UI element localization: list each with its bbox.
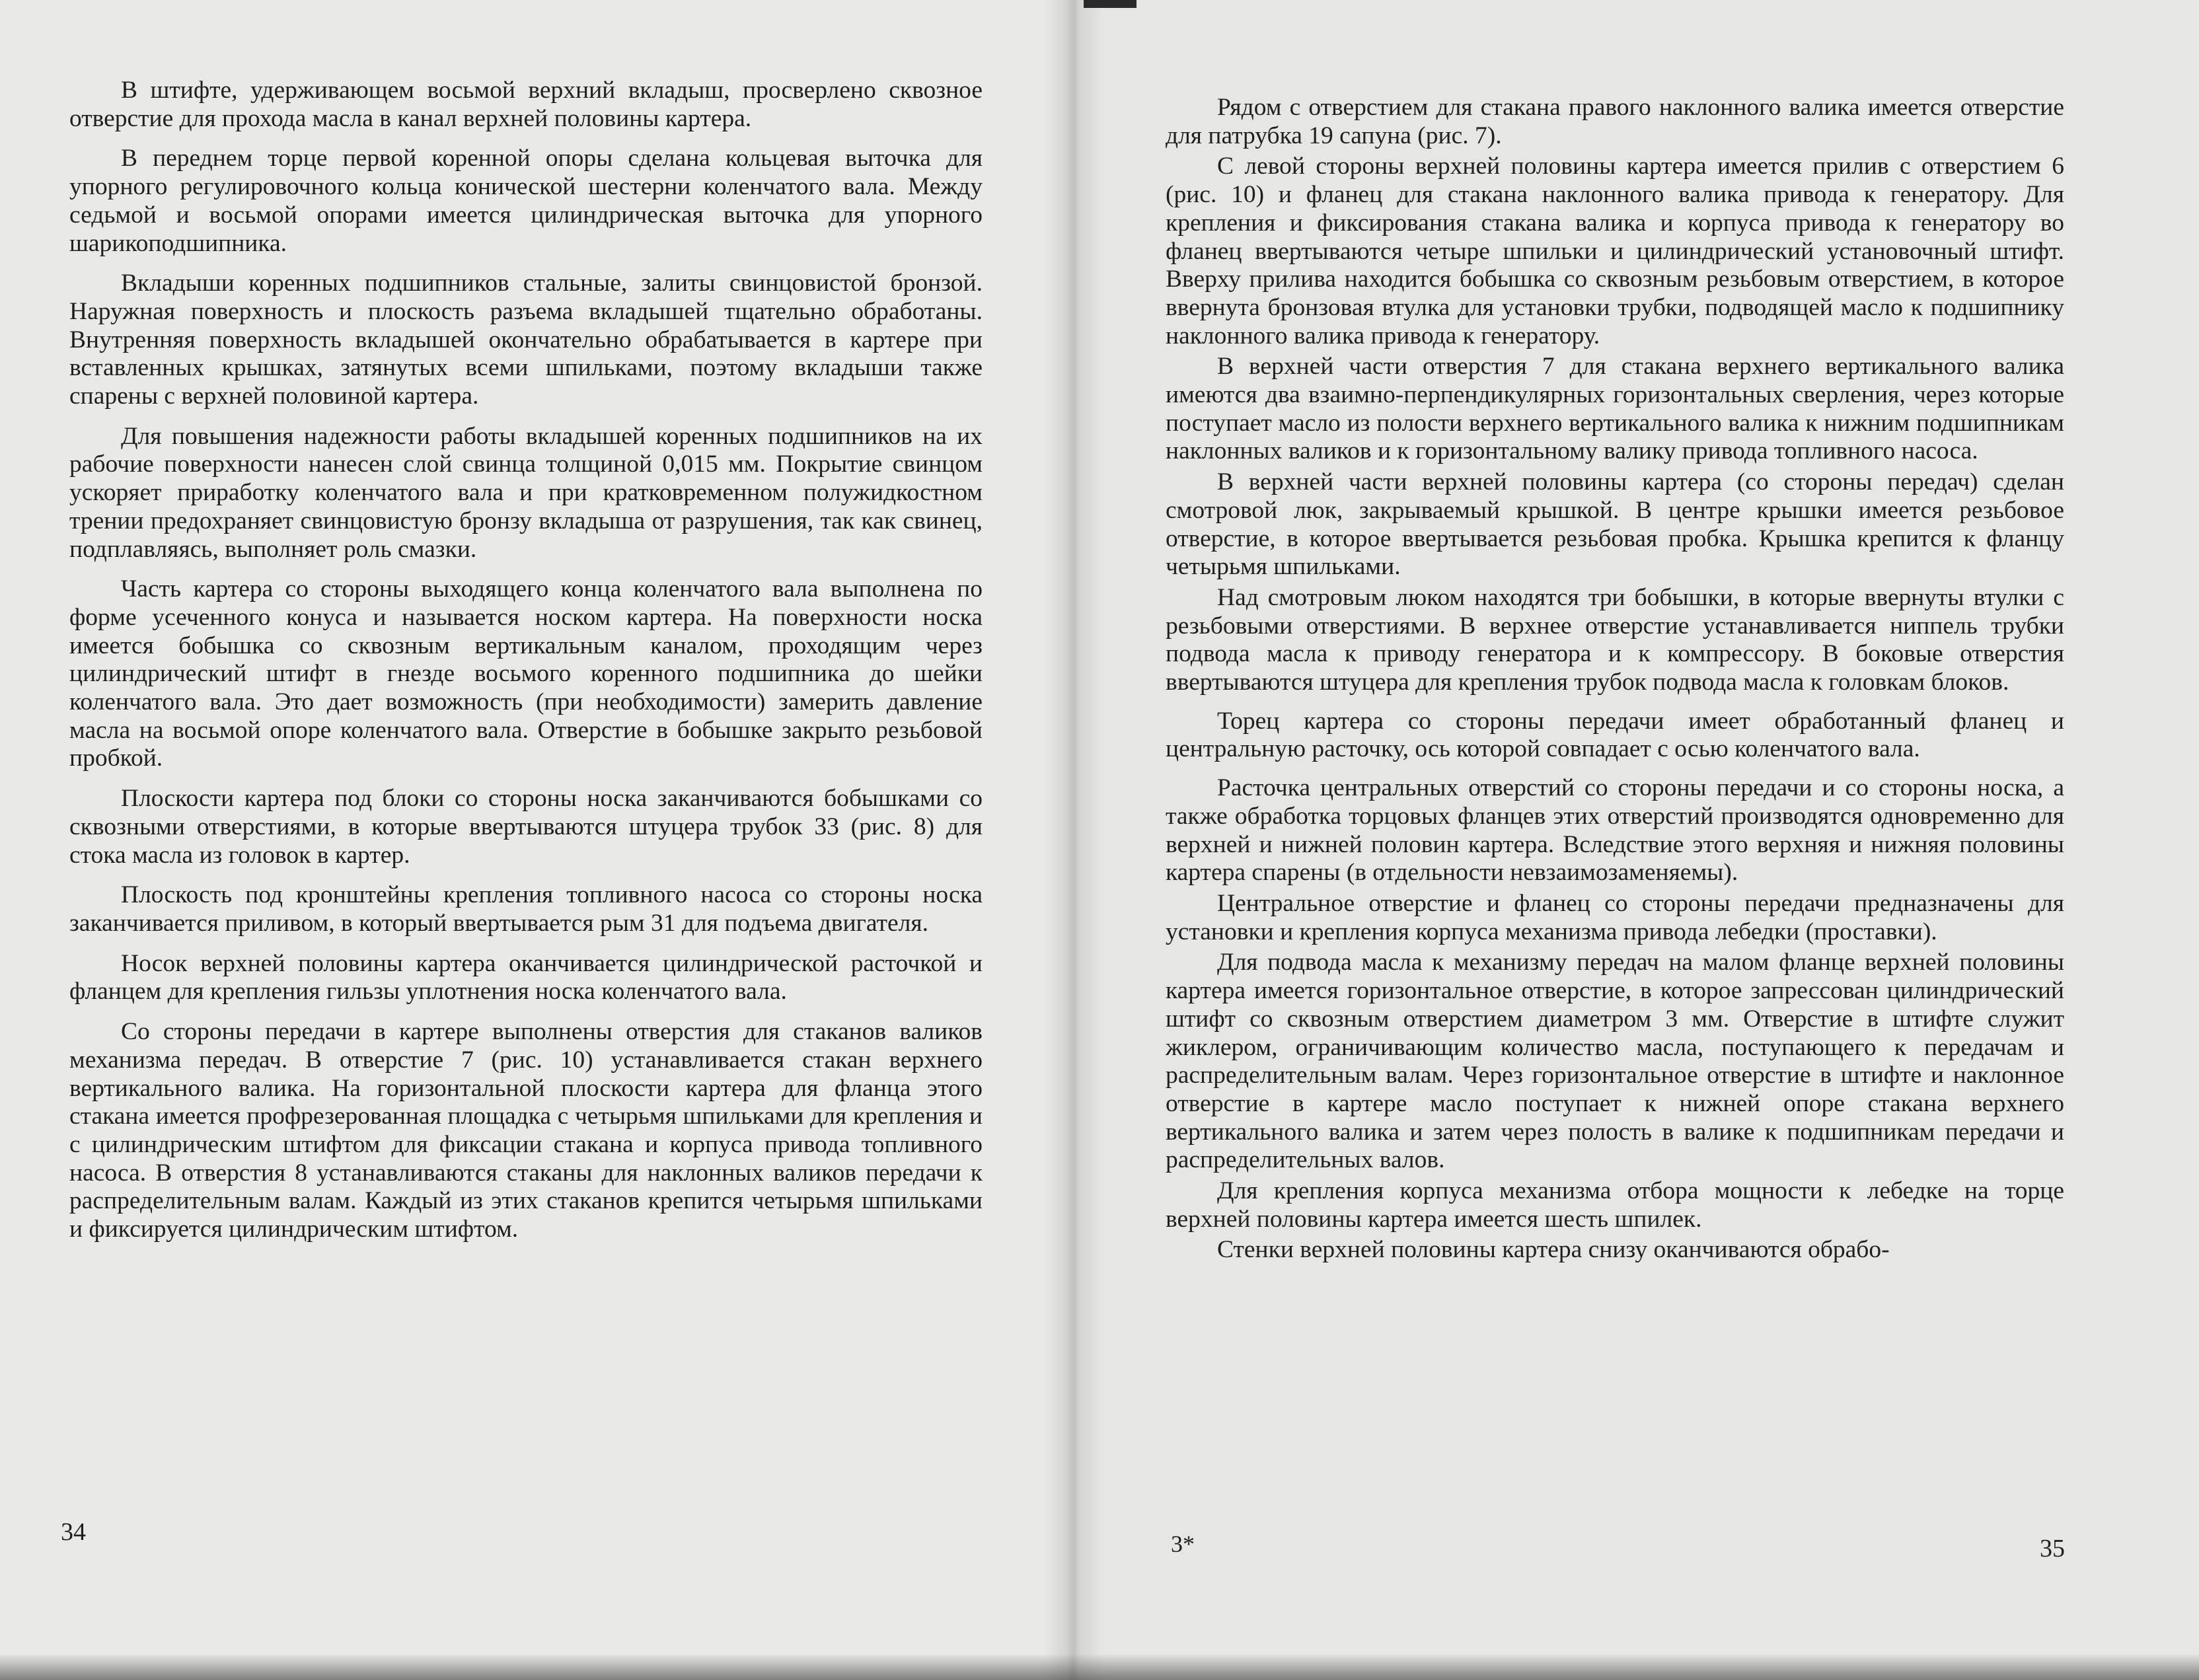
book-gutter-shadow bbox=[1044, 0, 1103, 1680]
paragraph: Плоскости картера под блоки со стороны носка заканчиваются бобышками со сквозными отверстиями, в которые ввертываются штуцера трубок 33 (рис. 8) для стока масла из головок в картер. bbox=[69, 785, 983, 869]
paragraph: Часть картера со стороны выходящего конца коленчатого вала выполнена по форме усеченного конуса и называется носком картера. На поверхности носка имеется бобышка со сквозным вертикальным каналом, проходящим через цилиндрический штифт в гнезде восьмого коренного подшипника до шейки коленчатого вала. Это дает возможность (при необходимости) замерить давление масла на восьмой опоре коленчатого вала. Отверстие в бобышке закрыто резьбовой пробкой. bbox=[69, 575, 983, 772]
paragraph: В штифте, удерживающем восьмой верхний вкладыш, просверлено сквозное отверстие для прохода масла в канал верхней половины картера. bbox=[69, 77, 983, 132]
paragraph: Со стороны передачи в картере выполнены отверстия для стаканов валиков механизма передач. В отверстие 7 (рис. 10) устанавливается стакан верхнего вертикального валика. На горизонтальной плоскости картера для фланца этого стакана имеется профрезерованная площадка с четырьмя шпильками для крепления и с цилиндрическим штифтом для фиксации стакана и корпуса привода топливного насоса. В отверстия 8 устанавливаются стаканы для наклонных валиков передачи к распределительным валам. Каждый из этих стаканов крепится четырьмя шпильками и фиксируется цилиндрическим штифтом. bbox=[69, 1018, 983, 1243]
paragraph: Над смотровым люком находятся три бобышки, в которые ввернуты втулки с резьбовыми отверстиями. В верхнее отверстие устанавливается ниппель трубки подвода масла к приводу генератора и к компрессору. В боковые отверстия ввертываются штуцера для крепления трубок подвода масла к головкам блоков. bbox=[1166, 583, 2064, 696]
bottom-edge-shadow bbox=[0, 1654, 2199, 1680]
left-page-text bbox=[69, 77, 983, 1256]
paragraph: Для подвода масла к механизму передач на малом фланце верхней половины картера имеется горизонтальное отверстие, в которое запрессован цилиндрический штифт со сквозным отверстием диаметром 3 мм. Отверстие в штифте служит жиклером, ограничивающим количество масла, поступающего к передачам и распределительным валам. Через горизонтальное отверстие в штифте и наклонное отверстие в картере масло поступает к нижней опоре стакана верхнего вертикального валика и затем через полость в валике к подшипникам передачи и распределительных валов. bbox=[1166, 949, 2064, 1174]
paragraph: Центральное отверстие и фланец со стороны передачи предназначены для установки и крепления корпуса механизма привода лебедки (проставки). bbox=[1166, 889, 2064, 945]
paragraph: Вкладыши коренных подшипников стальные, залиты свинцовистой бронзой. Наружная поверхность и плоскость разъема вкладышей тщательно обработаны. Внутренняя поверхность вкладышей окончательно обрабатывается в картере при вставленных крышках, затянутых всеми шпильками, поэтому вкладыши также спарены с верхней половиной картера. bbox=[69, 270, 983, 410]
paragraph: В переднем торце первой коренной опоры сделана кольцевая выточка для упорного регулировочного кольца конической шестерни коленчатого вала. Между седьмой и восьмой опорами имеется цилиндрическая выточка для упорного шарикоподшипника. bbox=[69, 145, 983, 257]
paragraph: Торец картера со стороны передачи имеет обработанный фланец и центральную расточку, ось которой совпадает с осью коленчатого вала. bbox=[1166, 707, 2064, 763]
left-page bbox=[0, 0, 1068, 1680]
paragraph: Плоскость под кронштейны крепления топливного насоса со стороны носка заканчивается приливом, в который ввертывается рым 31 для подъема двигателя. bbox=[69, 881, 983, 937]
paragraph: С левой стороны верхней половины картера имеется прилив с отверстием 6 (рис. 10) и фланец для стакана наклонного валика привода к генератору. Для крепления и фиксирования стакана валика и корпуса привода к генератору во фланец ввертываются четыре шпильки и цилиндрический установочный штифт. Вверху прилива находится бобышка со сквозным резьбовым отверстием, в которое ввернута бронзовая втулка для установки трубки, подводящей масло к подшипнику наклонного валика привода к генератору. bbox=[1166, 153, 2064, 349]
paragraph: Для крепления корпуса механизма отбора мощности к лебедке на торце верхней половины картера имеется шесть шпилек. bbox=[1166, 1177, 2064, 1233]
paragraph: Расточка центральных отверстий со стороны передачи и со стороны носка, а также обработка торцовых фланцев этих отверстий производятся одновременно для верхней и нижней половин картера. Вследствие этого верхняя и нижняя половины картера спарены (в отдельности невзаимозаменяемы). bbox=[1166, 774, 2064, 887]
top-edge-mark bbox=[1084, 0, 1137, 8]
left-page-number: 34 bbox=[61, 1518, 86, 1546]
paragraph: Носок верхней половины картера оканчивается цилиндрической расточкой и фланцем для крепления гильзы уплотнения носка коленчатого вала. bbox=[69, 949, 983, 1005]
signature-mark: 3* bbox=[1171, 1531, 1195, 1557]
paragraph: Стенки верхней половины картера снизу оканчиваются обрабо- bbox=[1217, 1236, 1890, 1264]
right-page-text bbox=[1166, 94, 2064, 1267]
right-page-number: 35 bbox=[2040, 1535, 2065, 1562]
paragraph: Для повышения надежности работы вкладышей коренных подшипников на их рабочие поверхности нанесен слой свинца толщиной 0,015 мм. Покрытие свинцом ускоряет приработку коленчатого вала и при кратковременном полужидкостном трении предохраняет свинцовистую бронзу вкладыша от разрушения, так как свинец, подплавляясь, выполняет роль смазки. bbox=[69, 422, 983, 563]
paragraph: В верхней части верхней половины картера (со стороны передач) сделан смотровой люк, закрываемый крышкой. В центре крышки имеется резьбовое отверстие, в которое ввертывается резьбовая пробка. Крышка крепится к фланцу четырьмя шпильками. bbox=[1166, 468, 2064, 581]
paragraph: В верхней части отверстия 7 для стакана верхнего вертикального валика имеются два взаимно-перпендикулярных горизонтальных сверления, через которые поступает масло из полости верхнего вертикального валика к нижним подшипникам наклонных валиков и к горизонтальному валику привода топливного насоса. bbox=[1166, 353, 2064, 465]
paragraph: Рядом с отверстием для стакана правого наклонного валика имеется отверстие для патрубка 19 сапуна (рис. 7). bbox=[1166, 94, 2064, 149]
right-page bbox=[1068, 0, 2199, 1680]
